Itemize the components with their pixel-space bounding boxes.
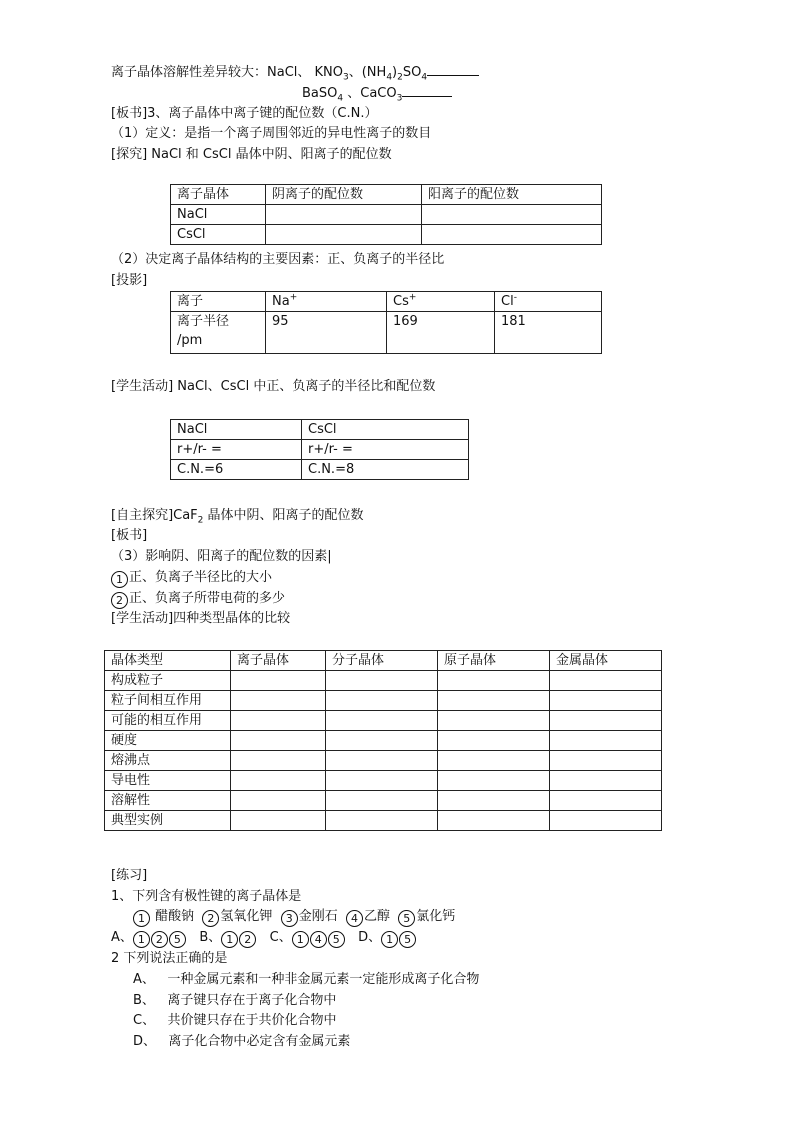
table-header: 离子 [171,292,266,312]
table-cell[interactable] [422,225,602,245]
question-1-options [133,908,455,927]
option-item: 3 金刚石 [281,909,338,924]
answer-choice-d[interactable]: D、 离子化合物中必定含有金属元素 [133,1034,351,1049]
circled-number: 4 [346,910,363,927]
row-label: 构成粒子 [105,671,231,691]
table-cell[interactable] [550,751,662,771]
table-cell[interactable] [266,205,422,225]
table-cell[interactable] [326,771,438,791]
table-cell[interactable] [326,791,438,811]
activity-line-2: [学生活动]四种类型晶体的比较 [111,611,291,626]
table-cell[interactable] [231,711,326,731]
circled-number: 2 [239,931,256,948]
table-cell[interactable] [326,751,438,771]
table-cell[interactable]: r+/r- = [171,440,302,460]
row-label: 典型实例 [105,811,231,831]
option-item: 2 氢氧化钾 [202,909,272,924]
table-cell[interactable] [438,671,550,691]
table-header: 分子晶体 [326,651,438,671]
circled-number: 2 [202,910,219,927]
row-label: 导电性 [105,771,231,791]
definition-line: （1）定义：是指一个离子周围邻近的异电性离子的数目 [111,126,432,141]
question-1-answers [111,929,417,948]
table-header: Na+ [266,292,387,312]
row-label: 硬度 [105,731,231,751]
ratio-table [170,419,469,480]
circled-number: 4 [310,931,327,948]
table-cell[interactable] [231,751,326,771]
question-2-stem: 2 下列说法正确的是 [111,951,228,966]
table-header: 阴离子的配位数 [266,185,422,205]
circled-number: 5 [399,931,416,948]
answer-blank[interactable] [402,84,452,97]
table-cell[interactable] [438,751,550,771]
factor-item: 1 正、负离子半径比的大小 [111,569,272,588]
circled-number: 1 [221,931,238,948]
table-cell: NaCl [171,420,302,440]
row-label: 熔沸点 [105,751,231,771]
table-header: 晶体类型 [105,651,231,671]
table-header: 离子晶体 [231,651,326,671]
circled-number: 1 [381,931,398,948]
table-cell: 95 [266,312,387,354]
table-cell[interactable] [422,205,602,225]
solubility-line-2: BaSO$_4$ 、CaCO$_3$ [302,84,452,103]
table-cell: CsCl [302,420,469,440]
table-cell[interactable] [550,711,662,731]
answer-choice-c[interactable]: C、 1 4 5 [270,930,346,945]
answer-choice-a[interactable]: A、 1 2 5 [111,930,187,945]
circled-number: 5 [328,931,345,948]
circled-number: 1 [133,910,150,927]
table-cell[interactable] [438,711,550,731]
influence-line: （3）影响阴、阳离子的配位数的因素| [111,549,332,564]
table-cell[interactable] [438,811,550,831]
factor-line: （2）决定离子晶体结构的主要因素：正、负离子的半径比 [111,252,445,267]
table-cell[interactable] [231,671,326,691]
table-cell[interactable] [326,691,438,711]
answer-choice-c[interactable]: C、 共价键只存在于共价化合物中 [133,1013,337,1028]
answer-choice-a[interactable]: A、 一种金属元素和一种非金属元素一定能形成离子化合物 [133,972,480,987]
table-cell[interactable] [231,731,326,751]
circled-number: 1 [111,571,128,588]
table-cell[interactable] [550,791,662,811]
table-cell[interactable] [231,811,326,831]
crystal-comparison-table [104,650,662,831]
question-1-stem: 1、下列含有极性键的离子晶体是 [111,889,302,904]
table-cell[interactable]: r+/r- = [302,440,469,460]
coordination-table [170,184,602,245]
circled-number: 1 [292,931,309,948]
projection-label: [投影] [111,273,148,288]
table-cell[interactable] [550,771,662,791]
factor-item: 2 正、负离子所带电荷的多少 [111,590,285,609]
table-cell[interactable] [438,791,550,811]
table-header: 原子晶体 [438,651,550,671]
circled-number: 5 [398,910,415,927]
table-cell[interactable] [231,691,326,711]
table-header: 离子晶体 [171,185,266,205]
table-header: Cl- [495,292,602,312]
row-label: 粒子间相互作用 [105,691,231,711]
row-label: 可能的相互作用 [105,711,231,731]
circled-number: 1 [133,931,150,948]
option-item: 5 氯化钙 [398,909,455,924]
activity-line: [学生活动] NaCl、CsCl 中正、负离子的半径比和配位数 [111,379,436,394]
table-cell: 181 [495,312,602,354]
table-cell: CsCl [171,225,266,245]
table-cell: 离子半径 /pm [171,312,266,354]
circled-number: 2 [111,592,128,609]
option-item: 4 乙醇 [346,909,390,924]
self-explore-line: [自主探究]CaF$_2$ 晶体中阴、阳离子的配位数 [111,508,364,526]
table-cell[interactable] [326,711,438,731]
table-cell[interactable] [438,691,550,711]
answer-choice-b[interactable]: B、 1 2 [199,930,257,945]
table-header: 金属晶体 [550,651,662,671]
circled-number: 3 [281,910,298,927]
table-cell[interactable] [231,771,326,791]
answer-choice-d[interactable]: D、 1 5 [358,930,417,945]
table-cell[interactable] [550,691,662,711]
exercise-label: [练习] [111,868,148,883]
row-label: 溶解性 [105,791,231,811]
radius-table [170,291,602,354]
table-cell[interactable] [438,771,550,791]
circled-number: 5 [169,931,186,948]
table-cell[interactable] [550,811,662,831]
answer-blank[interactable] [427,63,479,76]
option-item: 1 醋酸钠 [133,909,194,924]
explore-line: [探究] NaCl 和 CsCl 晶体中阴、阳离子的配位数 [111,147,392,162]
board-label: [板书] [111,528,148,543]
table-cell[interactable] [231,791,326,811]
table-cell[interactable] [438,731,550,751]
table-cell: 169 [387,312,495,354]
table-cell: NaCl [171,205,266,225]
table-cell[interactable] [550,671,662,691]
answer-choice-b[interactable]: B、 离子键只存在于离子化合物中 [133,993,337,1008]
circled-number: 2 [151,931,168,948]
table-cell: C.N.=8 [302,460,469,480]
solubility-line: 离子晶体溶解性差异较大：NaCl、 $KNO_3$、$(NH_4)_2SO_4$ [111,63,479,82]
table-cell[interactable] [326,731,438,751]
table-cell[interactable] [266,225,422,245]
table-cell[interactable] [326,671,438,691]
table-cell[interactable] [550,731,662,751]
board-heading: [板书]3、离子晶体中离子键的配位数（C.N.） [111,106,378,121]
table-cell[interactable] [326,811,438,831]
table-header: Cs+ [387,292,495,312]
table-cell: C.N.=6 [171,460,302,480]
table-header: 阳离子的配位数 [422,185,602,205]
